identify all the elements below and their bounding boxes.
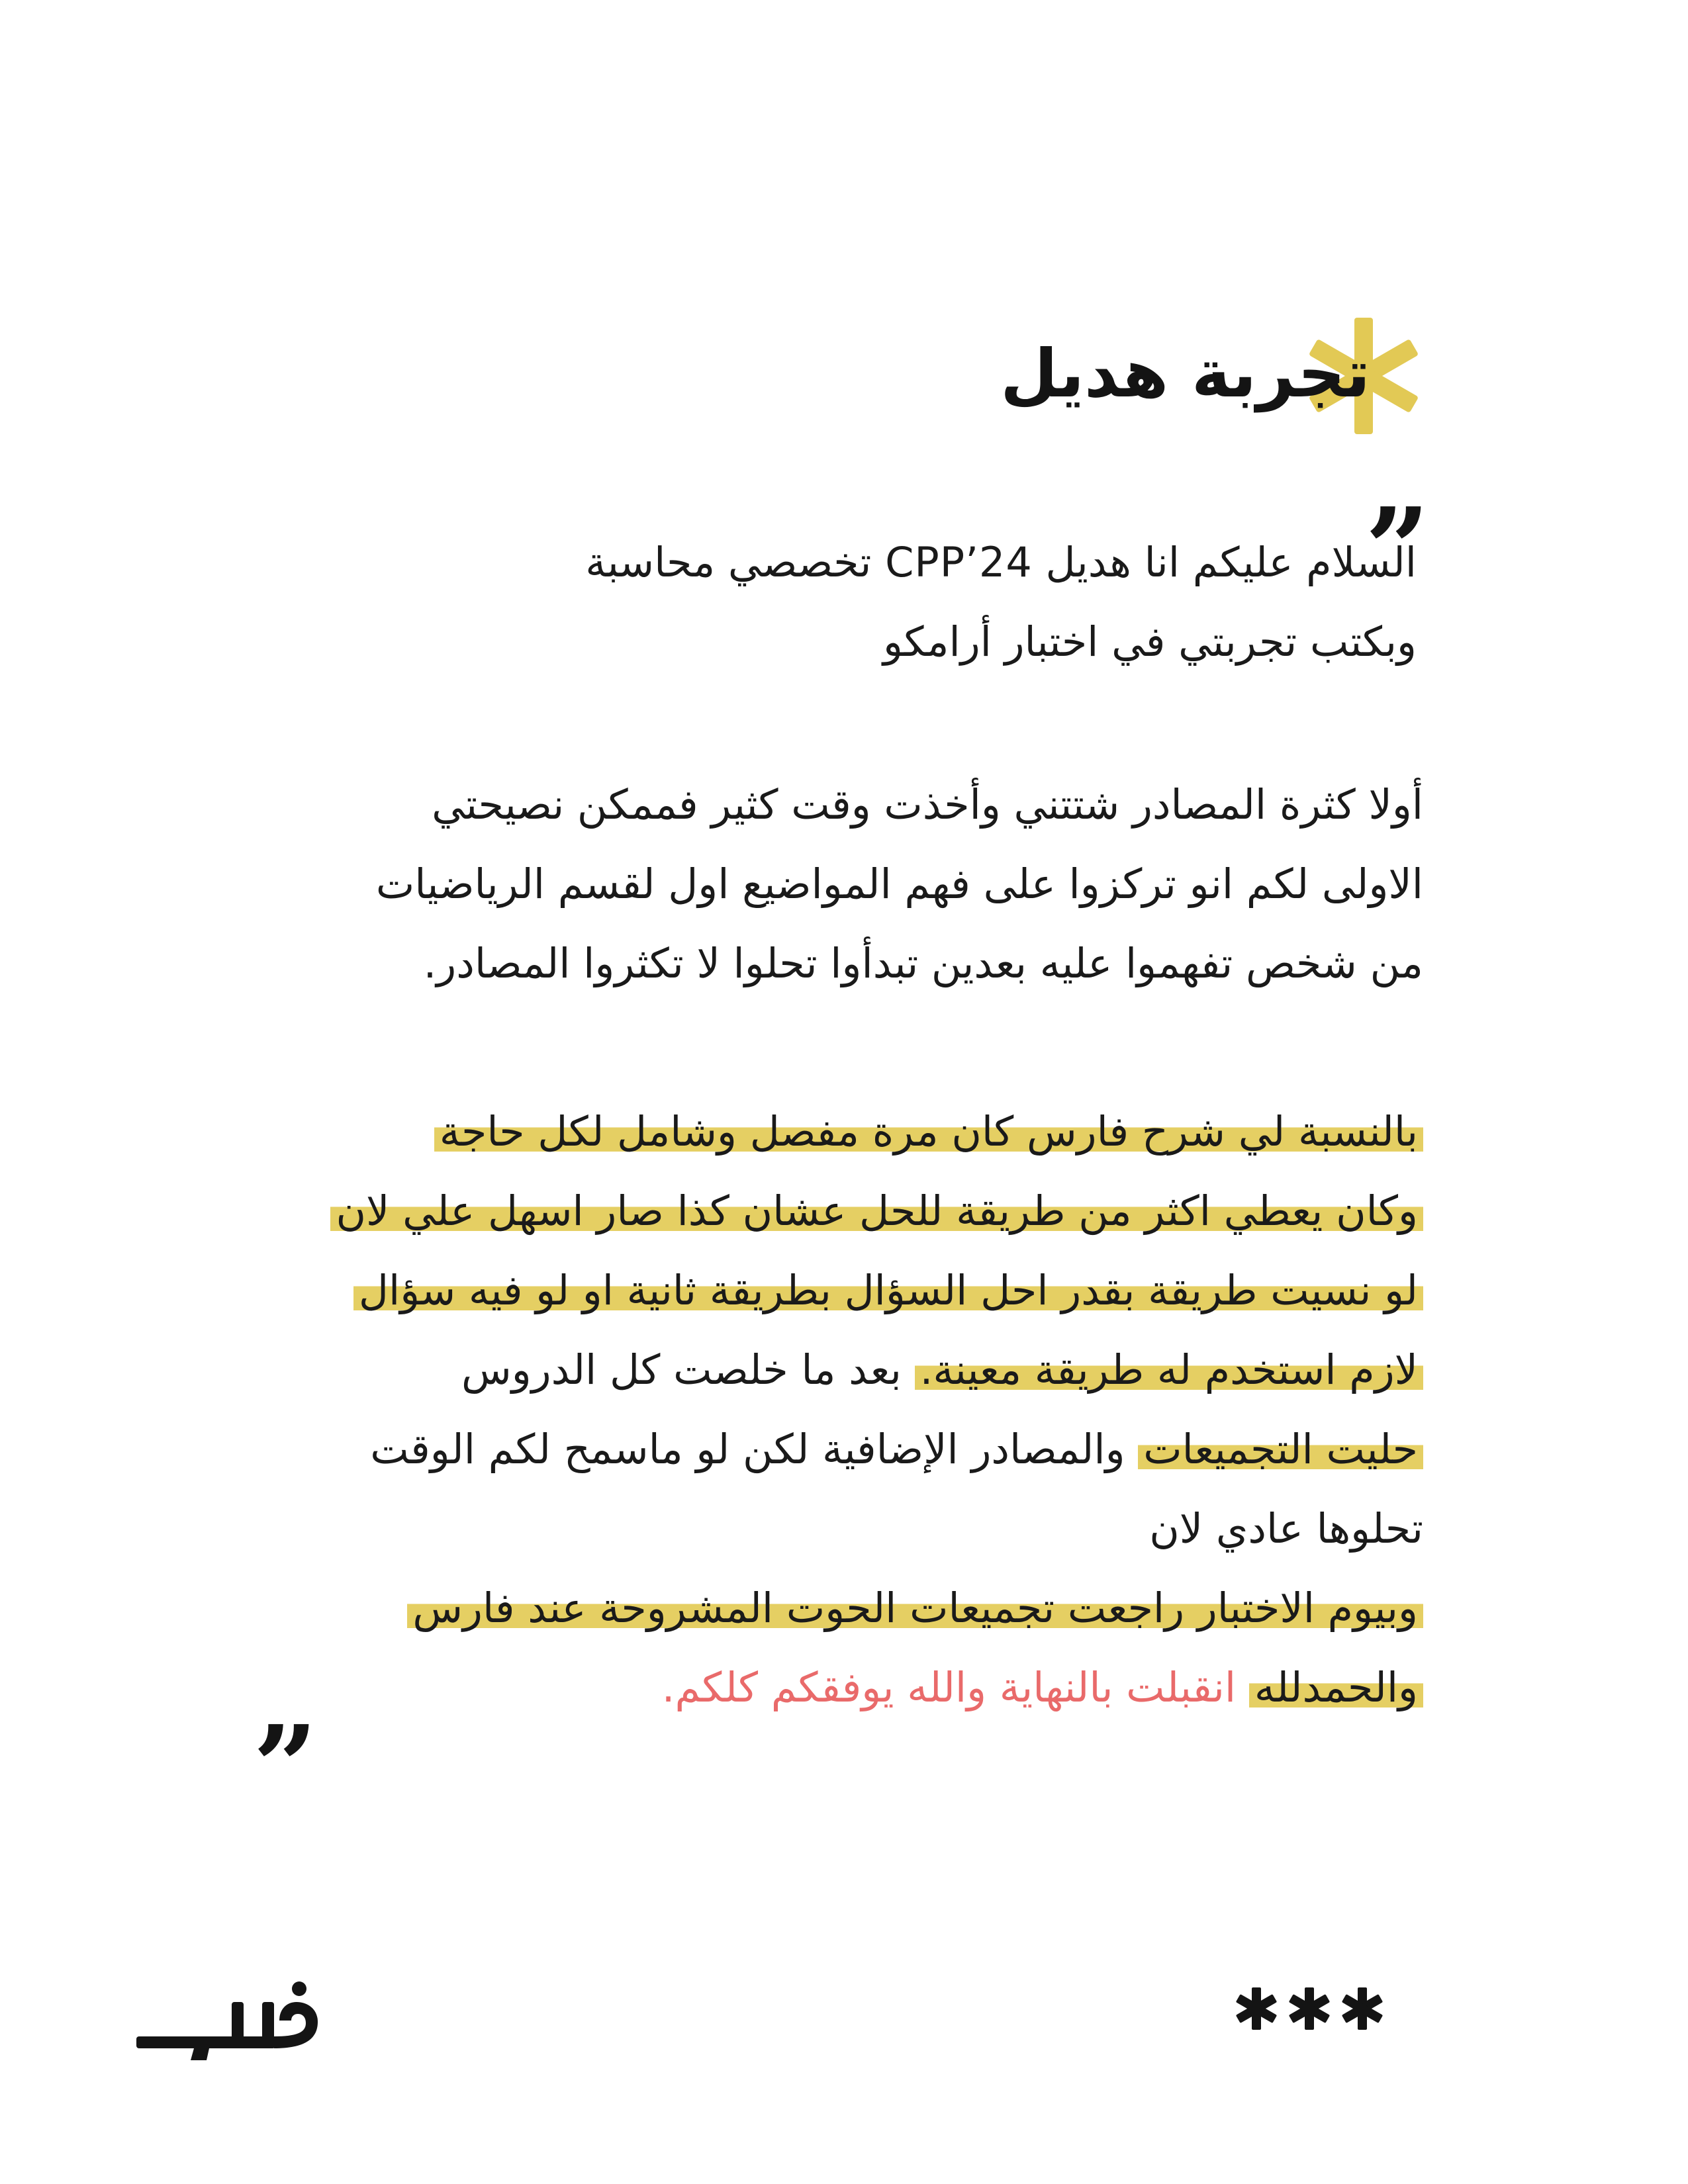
highlighted-text: لازم استخدم له طريقة معينة.	[915, 1345, 1423, 1394]
advice-line-2: الاولى لكم انو تركزوا على فهم المواضيع اول لقسم الرياضيات	[375, 860, 1423, 908]
highlighted-text: حليت التجميعات	[1138, 1425, 1423, 1473]
intro-paragraph	[232, 523, 1417, 682]
page-title: تجربة هديل	[1000, 335, 1370, 412]
advice-line-1: أولا كثرة المصادر شتتني وأخذت وقت كثير فممكن نصيحتي	[432, 780, 1423, 829]
experience-line-1	[238, 1092, 1423, 1171]
experience-line-8	[238, 1648, 1423, 1727]
experience-line-6	[238, 1489, 1423, 1569]
brand-logo	[132, 1976, 331, 2062]
highlighted-text: وبيوم الاختبار راجعت تجميعات الحوت المشروحة عند فارس	[407, 1584, 1423, 1632]
experience-line-4	[238, 1330, 1423, 1410]
highlighted-text: وكان يعطي اكثر من طريقة للحل عشان كذا صار اسهل علي لان	[330, 1187, 1423, 1235]
experience-line-7	[238, 1569, 1423, 1648]
experience-line-3	[238, 1251, 1423, 1330]
advice-line-3: من شخص تفهموا عليه بعدين تبدأوا تحلوا لا تكثروا المصادر.	[423, 939, 1423, 987]
plain-text: تحلوها عادي لان	[1149, 1504, 1423, 1553]
advice-paragraph	[238, 765, 1423, 1003]
highlighted-text: لو نسيت طريقة بقدر احل السؤال بطريقة ثانية او لو فيه سؤال	[353, 1266, 1423, 1314]
experience-line-2	[238, 1171, 1423, 1251]
intro-line-2: وبكتب تجربتي في اختبار أرامكو	[883, 617, 1417, 666]
highlighted-text: والحمدلله	[1249, 1663, 1423, 1711]
experience-line-5	[238, 1410, 1423, 1489]
red-text: انقبلت بالنهاية والله يوفقكم كلكم.	[661, 1663, 1237, 1711]
opening-quote-mark: ”	[1365, 483, 1430, 615]
plain-text: والمصادر الإضافية لكن لو ماسمح لكم الوقت	[370, 1425, 1125, 1473]
highlighted-text: بالنسبة لي شرح فارس كان مرة مفصل وشامل لكل حاجة	[434, 1107, 1423, 1156]
closing-quote-mark: ”	[253, 1701, 318, 1833]
experience-paragraph	[238, 1092, 1423, 1727]
intro-line-1: السلام عليكم انا هديل CPP’24 تخصصي محاسبة	[585, 538, 1417, 586]
three-stars-icon	[1230, 1979, 1389, 2038]
plain-text: بعد ما خلصت كل الدروس	[461, 1345, 902, 1394]
